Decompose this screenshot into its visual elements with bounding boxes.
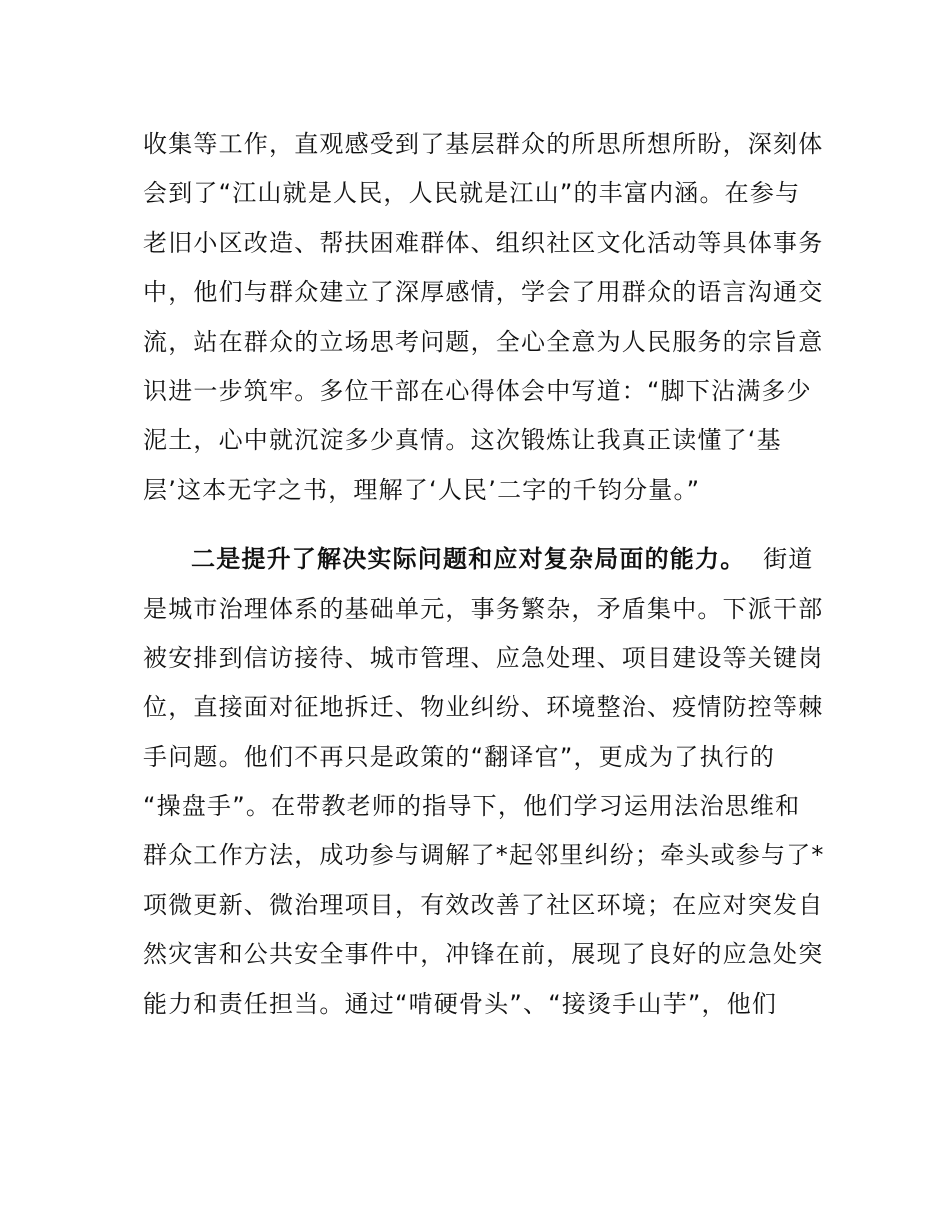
paragraph-gap — [143, 515, 813, 535]
paragraph-line: 是城市治理体系的基础单元，事务繁杂，矛盾集中。下派干部 — [143, 594, 824, 623]
paragraph-line: 位，直接面对征地拆迁、物业纠纷、环境整治、疫情防控等棘 — [143, 693, 824, 722]
paragraph-line: 泥土，心中就沉淀多少真情。这次锻炼让我真正读懂了‘基 — [143, 426, 782, 455]
paragraph-line: 能力和责任担当。通过“啃硬骨头”、“接烫手山芋”，他们 — [143, 989, 778, 1018]
paragraph-line: 群众工作方法，成功参与调解了*起邻里纠纷；牵头或参与了* — [143, 841, 825, 870]
section-heading: 二是提升了解决实际问题和应对复杂局面的能力。 — [191, 545, 746, 574]
heading-line-tail: 街道 — [763, 545, 814, 574]
paragraph-line: 识进一步筑牢。多位干部在心得体会中写道：“脚下沾满多少 — [143, 376, 812, 405]
document-body — [143, 120, 825, 1029]
paragraph-line: 中，他们与群众建立了深厚感情，学会了用群众的语言沟通交 — [143, 278, 824, 307]
paragraph-line: 层’这本无字之书，理解了‘人民’二字的千钧分量。” — [143, 475, 701, 504]
paragraph-line: 项微更新、微治理项目，有效改善了社区环境；在应对突发自 — [143, 890, 824, 919]
paragraph-line: 被安排到信访接待、城市管理、应急处理、项目建设等关键岗 — [143, 643, 824, 672]
paragraph-line: 收集等工作，直观感受到了基层群众的所思所想所盼，深刻体 — [143, 130, 824, 158]
paragraph-line: 流，站在群众的立场思考问题，全心全意为人民服务的宗旨意 — [143, 327, 824, 356]
paragraph-heading-line — [143, 535, 813, 584]
paragraph-line: 会到了“江山就是人民，人民就是江山”的丰富内涵。在参与 — [143, 179, 801, 208]
paragraph-line: “操盘手”。在带教老师的指导下，他们学习运用法治思维和 — [143, 792, 801, 821]
paragraph-line: 手问题。他们不再只是政策的“翻译官”，更成为了执行的 — [143, 742, 776, 771]
paragraph-line: 然灾害和公共安全事件中，冲锋在前，展现了良好的应急处突 — [143, 940, 824, 969]
paragraph-line: 老旧小区改造、帮扶困难群体、组织社区文化活动等具体事务 — [143, 228, 824, 257]
